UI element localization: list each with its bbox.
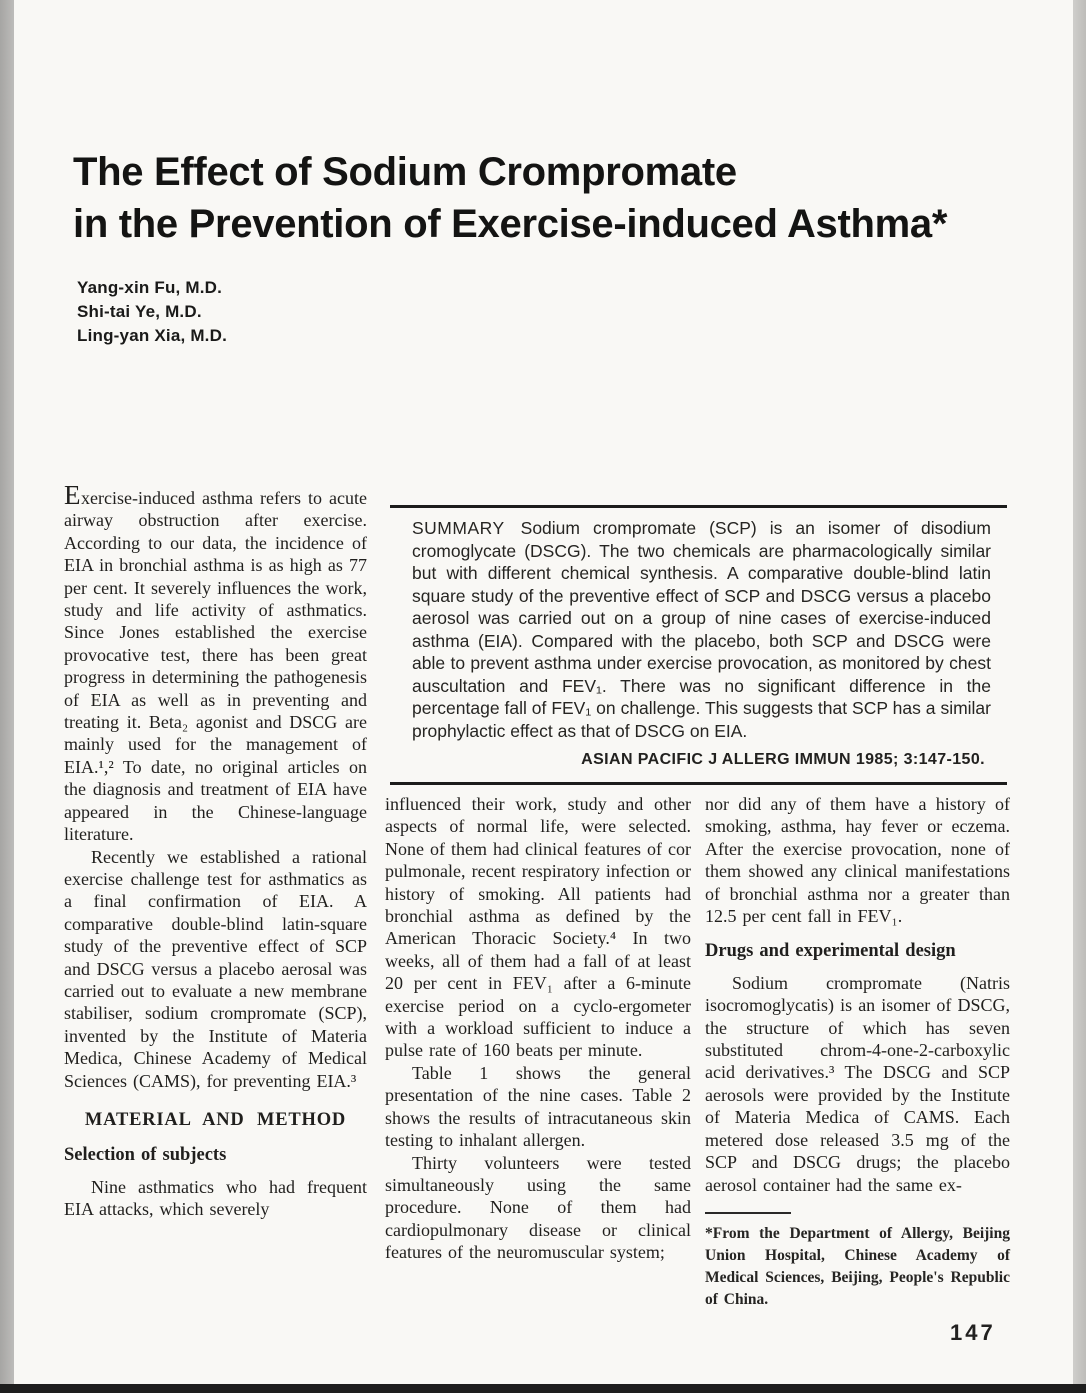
footnote-divider <box>705 1212 791 1214</box>
scan-edge-bottom <box>0 1384 1086 1393</box>
subheading-selection-of-subjects: Selection of subjects <box>64 1145 227 1166</box>
section-heading-material-and-method: MATERIAL AND METHOD <box>84 1109 347 1130</box>
scan-edge-left <box>0 0 14 1393</box>
subjects-paragraph: Nine asthmatics who had frequent EIA attacks, which severely <box>64 1176 367 1220</box>
affiliation-footnote: *From the Department of Allergy, Beijing Union Hospital, Chinese Academy of Medical Sciences, Beijing, People's Republic of China. <box>705 1224 1010 1308</box>
summary-box <box>390 505 1007 785</box>
right-column <box>705 793 1010 1311</box>
author: Ling-yan Xia, M.D. <box>77 326 228 345</box>
intro-paragraph-1 <box>64 480 367 846</box>
intro-paragraph-1-text: xercise-induced asthma refers to acute airway obstruction after exercise. According to our data, the incidence of EIA in bronchial asthma is as high as 77 per cent. It severely influences the work, study and life activity of asthmatics. Since Jones established the exercise provocative test, there has been great progress in determining the pathogenesis of EIA as well as in preventing and treating it. Beta₂ agonist and DSCG are mainly used for the management of EIA.¹,² To date, no original articles on the diagnosis and treatment of EIA have appeared in the Chinese-language literature. <box>64 488 367 845</box>
scan-edge-right <box>1073 0 1086 1393</box>
summary-label: SUMMARY <box>412 518 505 538</box>
drugs-paragraph: Sodium crompromate (Natris isocromoglycatis) is an isomer of DSCG, the structure of which has seven substituted chrom-4-one-2-carboxylic acid derivatives.³ The DSCG and SCP aerosols were provided by the Institute of Materia Medica of CAMS. Each metered dose released 3.5 mg of the SCP and DSCG drugs; the placebo aerosol container had the same ex- <box>705 972 1010 1195</box>
dropcap-initial: E <box>64 480 81 510</box>
author: Yang-xin Fu, M.D. <box>77 278 223 297</box>
subheading-drugs-and-design: Drugs and experimental design <box>705 941 956 962</box>
paper-title-line1: The Effect of Sodium Crompromate <box>73 150 737 194</box>
tables-paragraph: Table 1 shows the general presentation of the nine cases. Table 2 shows the results of intracutaneous skin testing to inhalant allergen. <box>385 1062 691 1151</box>
middle-column <box>385 793 691 1264</box>
volunteers-paragraph: Thirty volunteers were tested simultaneously using the same procedure. None of them had cardiopulmonary disease or clinical features of the neuromuscular system; <box>385 1152 691 1263</box>
intro-paragraph-2: Recently we established a rational exercise challenge test for asthmatics as a final confirmation of EIA. A comparative double-blind latin-square study of the preventive effect of SCP and DSCG versus a placebo aerosal was carried out to evaluate a new membrane stabiliser, sodium crompromate (SCP), invented by the Institute of Materia Medica, Chinese Academy of Medical Sciences (CAMS), for preventing EIA.³ <box>64 846 367 1091</box>
author: Shi-tai Ye, M.D. <box>77 302 202 321</box>
summary-text: Sodium crompromate (SCP) is an isomer of disodium cromoglycate (DSCG). The two chemicals are pharmacologically similar but with different chemical synthesis. A comparative double-blind latin square study of the preventive effect of SCP and DSCG versus a placebo aerosol was carried out on a group of nine cases of exercise-induced asthma (EIA). Compared with the placebo, both SCP and DSCG were able to prevent asthma under exercise provocation, as monitored by chest auscultation and FEV₁. There was no significant difference in the percentage fall of FEV₁ on challenge. This suggests that SCP has a similar prophylactic effect as that of DSCG on EIA. <box>412 518 991 741</box>
left-column <box>64 480 367 1221</box>
paper-title <box>73 146 1023 250</box>
author-list <box>77 276 227 348</box>
journal-citation: ASIAN PACIFIC J ALLERG IMMUN 1985; 3:147-150. <box>581 751 985 768</box>
page-number: 147 <box>950 1320 996 1345</box>
paper-title-line2: in the Prevention of Exercise-induced Asthma* <box>73 202 948 246</box>
volunteers-paragraph-continued: nor did any of them have a history of smoking, asthma, hay fever or eczema. After the exercise provocation, none of them showed any clinical manifestations of bronchial asthma nor a greater than 12.5 per cent fall in FEV₁. <box>705 794 1010 927</box>
summary-paragraph <box>412 517 991 742</box>
subjects-paragraph-continued: influenced their work, study and other aspects of normal life, were selected. None of them had clinical features of cor pulmonale, recent respiratory infection or history of smoking. All patients had bronchial asthma as defined by the American Thoracic Society.⁴ In two weeks, all of them had a fall of at least 20 per cent in FEV₁ after a 6-minute exercise period on a cyclo-ergometer with a workload sufficient to induce a pulse rate of 160 beats per minute. <box>385 794 691 1061</box>
